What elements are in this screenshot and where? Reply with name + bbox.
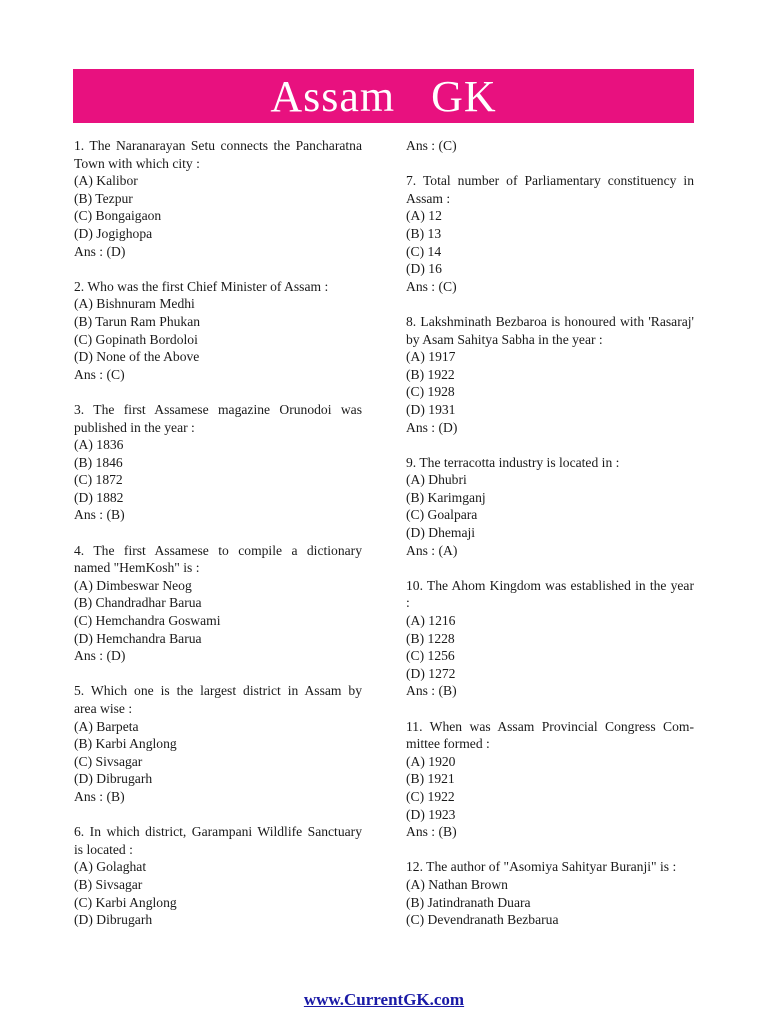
answer-option: (C) 14 xyxy=(406,243,442,259)
question-block xyxy=(406,454,694,560)
question-block xyxy=(406,313,694,436)
answer-option: (C) 1256 xyxy=(406,648,455,664)
answer-option: (B) 1228 xyxy=(406,630,455,646)
question-text: 2. Who was the first Chief Minister of Assam : xyxy=(74,278,329,294)
question-block xyxy=(406,718,694,841)
question-block xyxy=(406,172,694,295)
question-text: area wise : xyxy=(74,701,133,716)
question-block xyxy=(74,401,362,524)
question-text: 10. The Ahom Kingdom was established in the year xyxy=(406,577,694,593)
answer-option: (C) Hemchandra Goswami xyxy=(74,613,221,629)
answer-option: (B) Tezpur xyxy=(74,190,133,206)
question-block xyxy=(406,577,694,700)
answer-option: (A) Kalibor xyxy=(74,173,138,189)
question-text: is located : xyxy=(74,841,133,857)
question-block xyxy=(74,542,362,665)
answer-option: (A) 1917 xyxy=(406,349,456,365)
answer-line: Ans : (D) xyxy=(406,419,458,435)
question-block xyxy=(406,858,694,928)
website-link[interactable]: www.CurrentGK.com xyxy=(303,990,465,1009)
question-text: 11. When was Assam Provincial Congress Com- xyxy=(406,718,694,734)
question-text: 7. Total number of Parliamentary constituency in xyxy=(406,173,694,189)
question-block xyxy=(74,278,362,384)
answer-line: Ans : (D) xyxy=(74,243,126,259)
carried-answer xyxy=(406,137,694,155)
answer-option: (B) Karimganj xyxy=(406,489,486,505)
answer-option: (A) 1216 xyxy=(406,613,456,629)
answer-option: (C) 1872 xyxy=(74,472,123,488)
answer-option: (B) 13 xyxy=(406,225,442,241)
answer-option: (D) Dibrugarh xyxy=(74,771,153,787)
question-text: 3. The first Assamese magazine Orunodoi was xyxy=(74,401,362,417)
answer-option: (C) 1928 xyxy=(406,384,455,400)
answer-option: (D) Dhemaji xyxy=(406,525,476,541)
question-text: : xyxy=(406,595,410,611)
question-text: 6. In which district, Garampani Wildlife Sanctuary xyxy=(74,824,362,840)
answer-line: Ans : (B) xyxy=(406,683,457,699)
question-text: 4. The first Assamese to compile a dictionary xyxy=(74,542,362,558)
question-text: 12. The author of "Asomiya Sahityar Buranji" is : xyxy=(406,859,677,875)
question-text: Town with which city : xyxy=(74,155,200,171)
question-block xyxy=(74,823,362,929)
left-column xyxy=(74,137,362,946)
question-text: 8. Lakshminath Bezbaroa is honoured with 'Rasaraj' xyxy=(406,313,694,329)
footer xyxy=(0,990,768,1010)
answer-option: (D) 16 xyxy=(406,261,442,277)
answer-option: (C) Devendranath Bezbarua xyxy=(406,912,559,928)
answer-option: (A) 12 xyxy=(406,208,442,224)
answer-option: (A) 1836 xyxy=(74,437,124,453)
question-block xyxy=(74,682,362,805)
answer-option: (D) Dibrugarh xyxy=(74,912,153,928)
question-text: mittee formed : xyxy=(406,736,490,752)
answer-option: (D) 1931 xyxy=(406,401,456,417)
answer-option: (A) Dhubri xyxy=(406,472,467,488)
answer-line: Ans : (D) xyxy=(74,648,126,664)
answer-option: (B) Tarun Ram Phukan xyxy=(74,313,201,329)
question-text: Assam : xyxy=(406,190,451,206)
answer-option: (B) Chandradhar Barua xyxy=(74,595,202,611)
answer-option: (C) Karbi Anglong xyxy=(74,894,177,910)
answer-option: (C) 1922 xyxy=(406,788,455,804)
answer-line: Ans : (B) xyxy=(74,788,125,804)
question-text: 9. The terracotta industry is located in : xyxy=(406,454,620,470)
question-text: 1. The Naranarayan Setu connects the Pancharatna xyxy=(74,138,362,153)
answer-option: (A) Bishnuram Medhi xyxy=(74,296,195,312)
answer-option: (C) Bongaigaon xyxy=(74,208,162,224)
answer-option: (A) Nathan Brown xyxy=(406,876,508,892)
answer-option: (D) 1272 xyxy=(406,665,456,681)
answer-option: (D) 1882 xyxy=(74,489,124,505)
answer-option: (A) Golaghat xyxy=(74,859,147,875)
answer-option: (B) Sivsagar xyxy=(74,876,143,892)
answer-option: (B) 1846 xyxy=(74,454,123,470)
right-column xyxy=(406,137,694,946)
answer-option: (B) Jatindranath Duara xyxy=(406,894,531,910)
answer-option: (B) 1922 xyxy=(406,366,455,382)
answer-line: Ans : (C) xyxy=(406,138,457,153)
question-block xyxy=(74,137,362,260)
answer-option: (B) Karbi Anglong xyxy=(74,736,177,752)
question-text: named "HemKosh" is : xyxy=(74,560,200,576)
answer-option: (C) Gopinath Bordoloi xyxy=(74,331,198,347)
answer-option: (D) None of the Above xyxy=(74,349,200,365)
answer-option: (C) Goalpara xyxy=(406,507,478,523)
answer-option: (A) Barpeta xyxy=(74,718,139,734)
answer-line: Ans : (A) xyxy=(406,542,458,558)
answer-option: (D) 1923 xyxy=(406,806,456,822)
answer-line: Ans : (B) xyxy=(74,507,125,523)
answer-option: (A) Dimbeswar Neog xyxy=(74,577,192,593)
page-title: Assam GK xyxy=(270,71,497,121)
answer-line: Ans : (C) xyxy=(406,278,457,294)
question-text: published in the year : xyxy=(74,419,195,435)
question-text: by Asam Sahitya Sabha in the year : xyxy=(406,331,603,347)
answer-option: (D) Jogighopa xyxy=(74,225,153,241)
answer-line: Ans : (C) xyxy=(74,366,125,382)
answer-option: (C) Sivsagar xyxy=(74,753,143,769)
title-banner xyxy=(73,69,694,123)
answer-option: (A) 1920 xyxy=(406,753,456,769)
answer-line: Ans : (B) xyxy=(406,824,457,840)
question-text: 5. Which one is the largest district in Assam by xyxy=(74,683,362,699)
answer-option: (B) 1921 xyxy=(406,771,455,787)
answer-option: (D) Hemchandra Barua xyxy=(74,630,202,646)
